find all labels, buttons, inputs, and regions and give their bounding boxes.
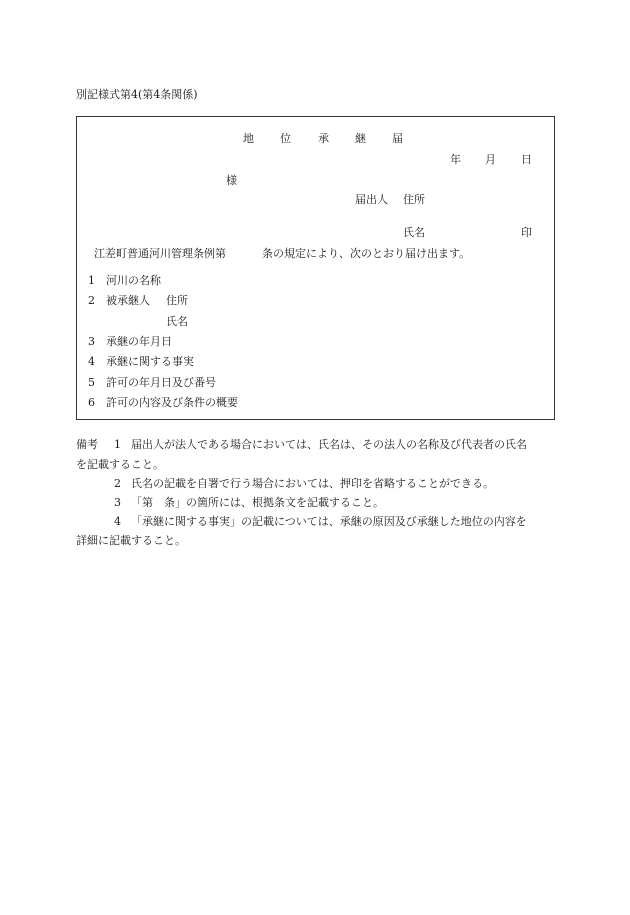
date-day-label: 日 [521, 153, 532, 166]
remark-4-line-2: 詳細に記載すること。 [76, 534, 186, 547]
remark-4-line-1: 「承継に関する事実」の記載については、承継の原因及び承継した地位の内容を [131, 515, 527, 528]
item-6-number: 6 [88, 396, 95, 409]
item-4-number: 4 [88, 355, 95, 368]
remark-3-number: 3 [114, 496, 121, 509]
item-6-text: 許可の内容及び条件の概要 [106, 396, 238, 409]
item-3-number: 3 [88, 335, 95, 348]
remark-3-line-1: 「第 条」の箇所には、根拠条文を記載すること。 [131, 496, 384, 509]
title-char-4: 継 [355, 132, 366, 145]
statement-part-2: 条の規定により、次のとおり届け出ます。 [262, 247, 471, 260]
item-4-text: 承継に関する事実 [106, 355, 194, 368]
addressee-honorific: 様 [226, 174, 237, 187]
title-char-5: 届 [392, 132, 403, 145]
item-2-number: 2 [88, 294, 95, 307]
title-char-1: 地 [243, 132, 254, 145]
remark-1-line-1: 届出人が法人である場合においては、氏名は、その法人の名称及び代表者の氏名 [131, 438, 527, 451]
item-5-text: 許可の年月日及び番号 [106, 376, 216, 389]
remark-2-number: 2 [114, 477, 121, 490]
remarks-heading: 備考 [76, 438, 98, 451]
title-char-2: 位 [280, 132, 291, 145]
item-5-number: 5 [88, 376, 95, 389]
remark-2-line-1: 氏名の記載を自署で行う場合においては、押印を省略することができる。 [131, 477, 494, 490]
applicant-address-label: 住所 [403, 193, 425, 206]
title-char-3: 承 [318, 132, 329, 145]
seal-mark: 印 [521, 226, 532, 239]
remark-1-line-2: を記載すること。 [76, 458, 164, 471]
date-year-label: 年 [450, 153, 461, 166]
form-box [76, 116, 555, 420]
applicant-name-label: 氏名 [403, 226, 425, 239]
statement-part-1: 江差町普通河川管理条例第 [94, 247, 226, 260]
applicant-label: 届出人 [355, 193, 388, 206]
item-2-address-label: 住所 [166, 294, 188, 307]
date-month-label: 月 [485, 153, 496, 166]
item-1-number: 1 [88, 274, 95, 287]
item-3-text: 承継の年月日 [106, 335, 172, 348]
item-2-text: 被承継人 [106, 294, 150, 307]
remark-1-number: 1 [114, 438, 121, 451]
remark-4-number: 4 [114, 515, 121, 528]
form-reference: 別記様式第4(第4条関係) [76, 88, 198, 101]
item-1-text: 河川の名称 [106, 274, 161, 287]
item-2-name-label: 氏名 [166, 315, 188, 328]
